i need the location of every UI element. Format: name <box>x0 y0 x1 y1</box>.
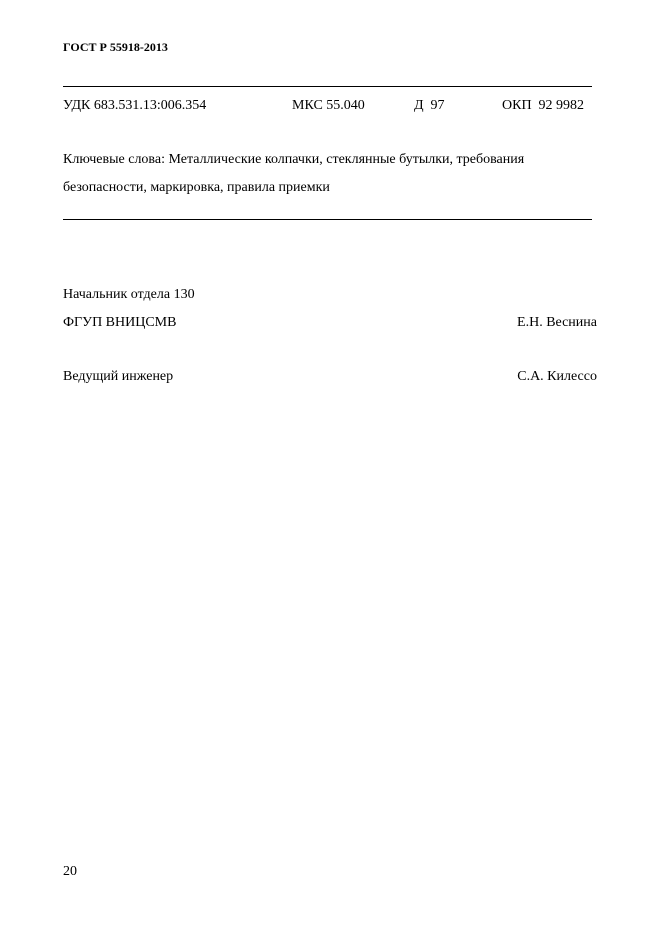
okp-code: ОКП 92 9982 <box>502 98 585 113</box>
divider <box>63 219 592 220</box>
udk-code: УДК 683.531.13:006.354 <box>63 98 207 113</box>
divider <box>63 86 592 87</box>
page-number: 20 <box>63 864 77 879</box>
keywords-line-2: безопасности, маркировка, правила приемки <box>63 180 330 195</box>
mks-code: МКС 55.040 <box>292 98 365 113</box>
keywords-line-1: Ключевые слова: Металлические колпачки, стеклянные бутылки, требования <box>63 152 525 167</box>
signatory-name: Е.Н. Веснина <box>517 315 597 330</box>
signatory-name: С.А. Килессо <box>517 369 597 384</box>
signatory-position: Ведущий инженер <box>63 369 174 384</box>
signatory-organization: ФГУП ВНИЦСМВ <box>63 315 177 330</box>
signatory-position: Начальник отдела 130 <box>63 287 195 302</box>
d-code: Д 97 <box>414 98 445 113</box>
standard-number: ГОСТ Р 55918-2013 <box>63 40 168 54</box>
